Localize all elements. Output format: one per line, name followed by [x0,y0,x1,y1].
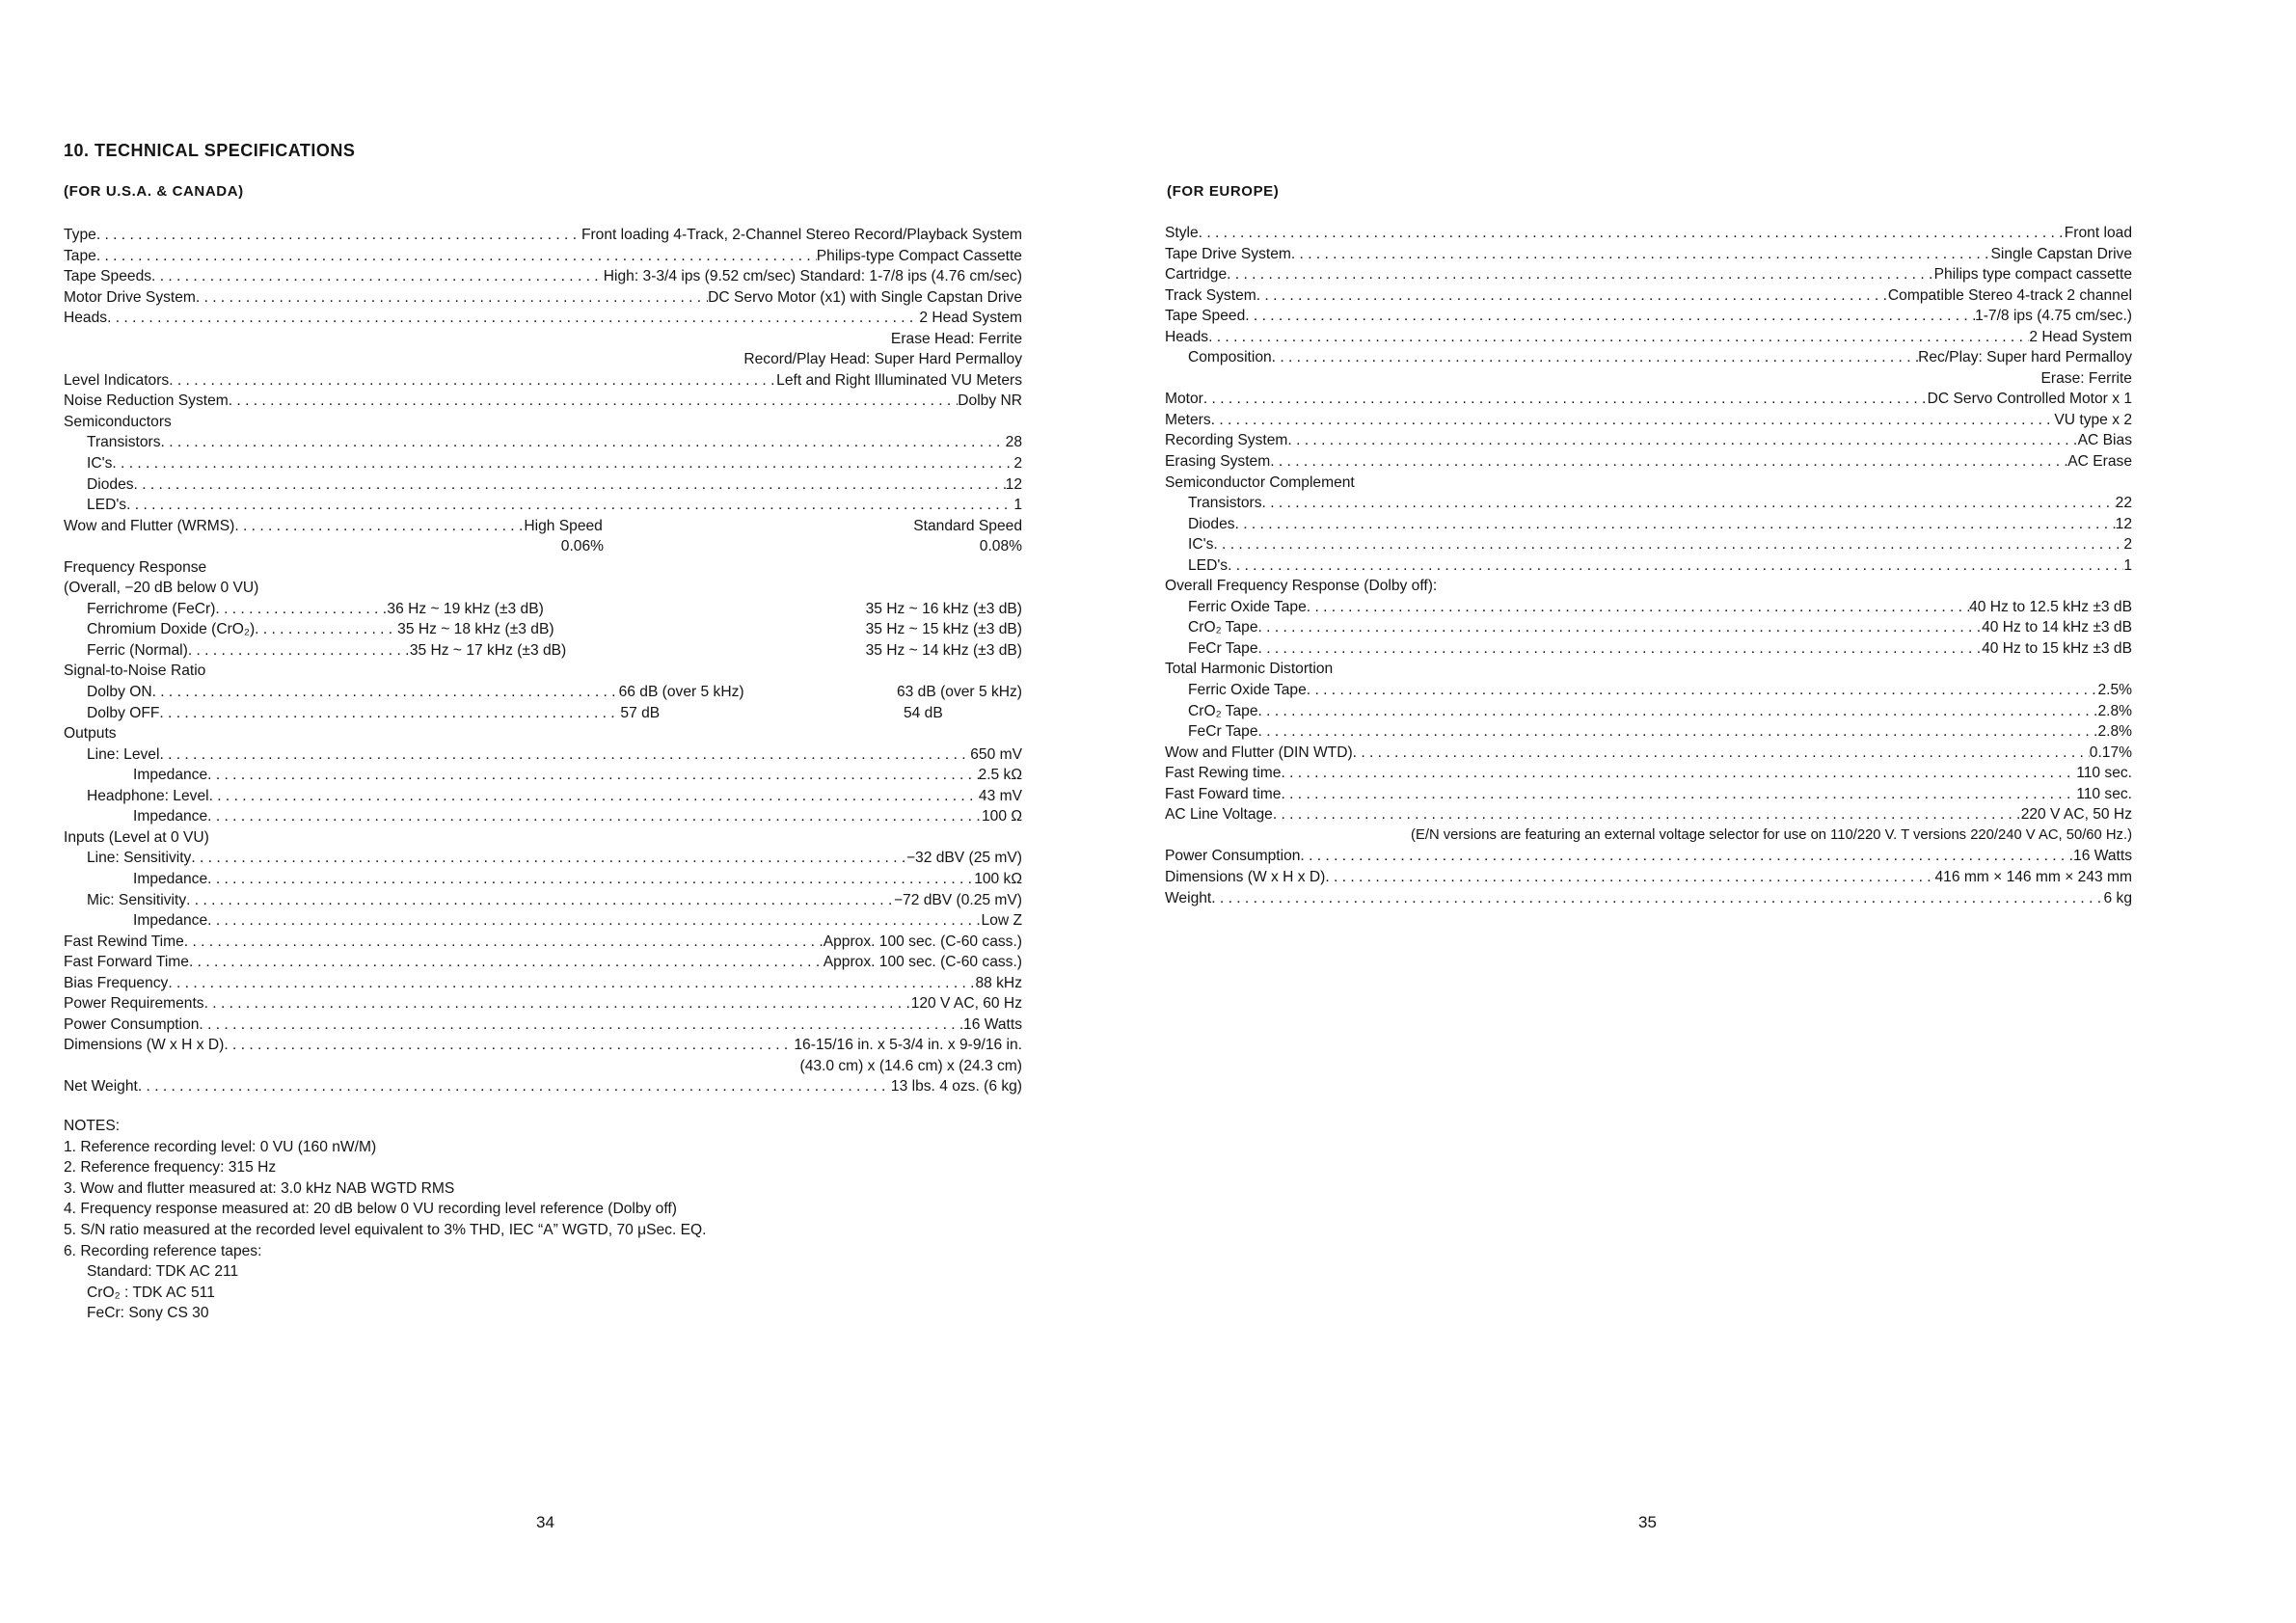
note-item: 3. Wow and flutter measured at: 3.0 kHz NAB WGTD RMS [64,1179,455,1197]
spec-row-headphone-level: Headphone: Level . . . 43 mV [64,786,1022,807]
spec-heading-freq: Frequency Response [64,558,207,576]
spec-row-noise: Noise Reduction System . . . Dolby NR [64,391,1022,412]
region-title-europe: (FOR EUROPE) [1167,183,1280,200]
spec-list-europe [1165,223,2132,908]
spec-row-line-impedance: Impedance . . . 2.5 kΩ [64,765,1022,786]
spec-row-chromium: Chromium Doxide (CrO₂) . . . 35 Hz ~ 18 kHz (±3 dB) 35 Hz ~ 15 kHz (±3 dB) [64,619,1022,640]
spec-row-meters: Meters . . . VU type x 2 [1165,410,2132,431]
spec-heading-semis: Semiconductor Complement [1165,473,1355,491]
spec-row-wow: Wow and Flutter (WRMS) . . . High Speed Standard Speed [64,516,1022,537]
spec-row-leds: LED's . . . 1 [64,495,1022,516]
note-tape: FeCr: Sony CS 30 [87,1305,209,1322]
spec-row-style: Style . . . Front load [1165,223,2132,244]
spec-row-input-line-sensitivity: Line: Sensitivity . . . −32 dBV (25 mV) [64,848,1022,869]
spec-row-transistors: Transistors . . . 22 [1165,493,2132,514]
page-number-right: 35 [1638,1513,1657,1531]
spec-row-thd-ferric: Ferric Oxide Tape . . . 2.5% [1165,680,2132,701]
spec-row-heads: Heads . . . 2 Head System [1165,327,2132,348]
spec-row-weight: Weight . . . 6 kg [1165,888,2132,909]
spec-heading-inputs: Inputs (Level at 0 VU) [64,828,209,846]
note-tape: CrO₂ : TDK AC 511 [87,1284,215,1301]
spec-row-tape: Tape . . . Philips-type Compact Cassette [64,246,1022,267]
section-title: 10. TECHNICAL SPECIFICATIONS [64,141,356,160]
spec-row-dimensions-metric: (43.0 cm) x (14.6 cm) x (24.3 cm) [799,1057,1022,1074]
spec-row-level: Level Indicators . . . Left and Right Illuminated VU Meters [64,370,1022,392]
spec-heading-freq-sub: (Overall, −20 dB below 0 VU) [64,580,259,597]
spec-heading-thd: Total Harmonic Distortion [1165,661,1334,678]
note-item: 1. Reference recording level: 0 VU (160 nW/M) [64,1138,377,1155]
spec-row-ac-note: (E/N versions are featuring an external voltage selector for use on 110/220 V. T versions 220/240 V AC, 50/60 Hz.) [1411,826,2132,843]
spec-row-line-level: Line: Level . . . 650 mV [64,744,1022,766]
spec-row-mic-sensitivity: Mic: Sensitivity . . . −72 dBV (0.25 mV) [64,890,1022,911]
spec-row-ferric: Ferric (Normal) . . . 35 Hz ~ 17 kHz (±3 dB) 35 Hz ~ 14 kHz (±3 dB) [64,640,1022,662]
spec-list-usa [64,225,1022,1097]
spec-row-heads-rec: Record/Play Head: Super Hard Permalloy [743,351,1022,368]
spec-row-erasing: Erasing System . . . AC Erase [1165,451,2132,473]
spec-row-motor: Motor Drive System . . . DC Servo Motor (x1) with Single Capstan Drive [64,287,1022,309]
spec-row-fast-forward: Fast Forward Time . . . Approx. 100 sec. (C-60 cass.) [64,952,1022,973]
spec-row-power: Power Consumption . . . 16 Watts [1165,846,2132,867]
spec-row-rewind: Fast Rewing time . . . 110 sec. [1165,763,2132,784]
note-item: 6. Recording reference tapes: [64,1242,262,1259]
spec-row-wow: Wow and Flutter (DIN WTD) . . . 0.17% [1165,743,2132,764]
note-item: 2. Reference frequency: 315 Hz [64,1159,277,1177]
right-page [1148,0,2296,1623]
spec-row-dimensions: Dimensions (W x H x D) . . . 416 mm × 146 mm × 243 mm [1165,867,2132,888]
spec-row-headphone-impedance: Impedance . . . 100 Ω [64,806,1022,827]
spec-row-bias: Bias Frequency . . . 88 kHz [64,973,1022,994]
spec-row-power-req: Power Requirements . . . 120 V AC, 60 Hz [64,993,1022,1014]
spec-row-ferrichrome: Ferrichrome (FeCr) . . . 36 Hz ~ 19 kHz (±3 dB) 35 Hz ~ 16 kHz (±3 dB) [64,599,1022,620]
spec-row-speed: Tape Speed . . . 1-7/8 ips (4.75 cm/sec.) [1165,306,2132,327]
spec-row-fr-ferric: Ferric Oxide Tape . . . 40 Hz to 12.5 kHz ±3 dB [1165,597,2132,618]
spec-row-tape-speeds: Tape Speeds . . . High: 3-3/4 ips (9.52 cm/sec) Standard: 1-7/8 ips (4.76 cm/sec) [64,266,1022,287]
spec-row-diodes: Diodes . . . 12 [1165,514,2132,535]
spec-row-wow-values: 0.06% 0.08% [560,538,1022,555]
spec-heading-outputs: Outputs [64,725,117,743]
spec-row-mic-impedance: Impedance . . . Low Z [64,910,1022,932]
spec-row-ac-line: AC Line Voltage . . . 220 V AC, 50 Hz [1165,804,2132,825]
spec-row-heads-erase: Erase Head: Ferrite [890,330,1022,347]
spec-row-leds: LED's . . . 1 [1165,555,2132,577]
spec-heading-freq: Overall Frequency Response (Dolby off): [1165,578,1438,595]
spec-heading-snr: Signal-to-Noise Ratio [64,663,206,680]
spec-row-input-line-impedance: Impedance . . . 100 kΩ [64,869,1022,890]
spec-row-transistors: Transistors . . . 28 [64,432,1022,453]
region-title-usa-canada: (FOR U.S.A. & CANADA) [64,183,244,200]
spec-row-fr-fecr: FeCr Tape . . . 40 Hz to 15 kHz ±3 dB [1165,638,2132,660]
note-item: 4. Frequency response measured at: 20 dB below 0 VU recording level reference (Dolby off) [64,1201,677,1218]
spec-row-motor: Motor . . . DC Servo Controlled Motor x 1 [1165,389,2132,410]
note-item: 5. S/N ratio measured at the recorded level equivalent to 3% THD, IEC “A” WGTD, 70 μSec. EQ. [64,1221,707,1238]
spec-row-type: Type . . . Front loading 4-Track, 2-Channel Stereo Record/Playback System [64,225,1022,246]
spec-row-erase: Erase: Ferrite [2040,369,2132,387]
spec-row-track: Track System . . . Compatible Stereo 4-track 2 channel [1165,285,2132,307]
spec-row-ics: IC's . . . 2 [1165,534,2132,555]
notes-title: NOTES: [64,1118,121,1134]
spec-row-fr-cro2: CrO₂ Tape . . . 40 Hz to 14 kHz ±3 dB [1165,617,2132,638]
page-number-left: 34 [536,1513,554,1531]
spec-row-dimensions: Dimensions (W x H x D) . . . 16-15/16 in. x 5-3/4 in. x 9-9/16 in. [64,1035,1022,1056]
spec-row-thd-cro2: CrO₂ Tape . . . 2.8% [1165,701,2132,722]
spec-row-drive: Tape Drive System . . . Single Capstan Drive [1165,244,2132,265]
spec-row-power-con: Power Consumption . . . 16 Watts [64,1014,1022,1036]
spec-row-heads: Heads . . . 2 Head System [64,308,1022,329]
spec-row-composition: Composition . . . Rec/Play: Super hard Permalloy [1165,347,2132,368]
spec-row-dolby-on: Dolby ON . . . 66 dB (over 5 kHz) 63 dB (over 5 kHz) [64,682,1022,703]
spec-row-recording: Recording System . . . AC Bias [1165,430,2132,451]
spec-row-cartridge: Cartridge . . . Philips type compact cassette [1165,264,2132,285]
spec-row-forward: Fast Foward time . . . 110 sec. [1165,784,2132,805]
spec-row-dolby-off: Dolby OFF . . . 57 dB 54 dB [64,703,1022,724]
spec-row-thd-fecr: FeCr Tape . . . 2.8% [1165,721,2132,743]
spec-row-diodes: Diodes . . . 12 [64,474,1022,496]
spec-row-ics: IC's . . . 2 [64,453,1022,474]
note-tape: Standard: TDK AC 211 [87,1263,239,1281]
notes [64,1116,707,1324]
spec-row-fast-rewind: Fast Rewind Time . . . Approx. 100 sec. (C-60 cass.) [64,932,1022,953]
spec-heading-semis: Semiconductors [64,413,172,430]
spec-row-weight: Net Weight . . . 13 lbs. 4 ozs. (6 kg) [64,1076,1022,1097]
